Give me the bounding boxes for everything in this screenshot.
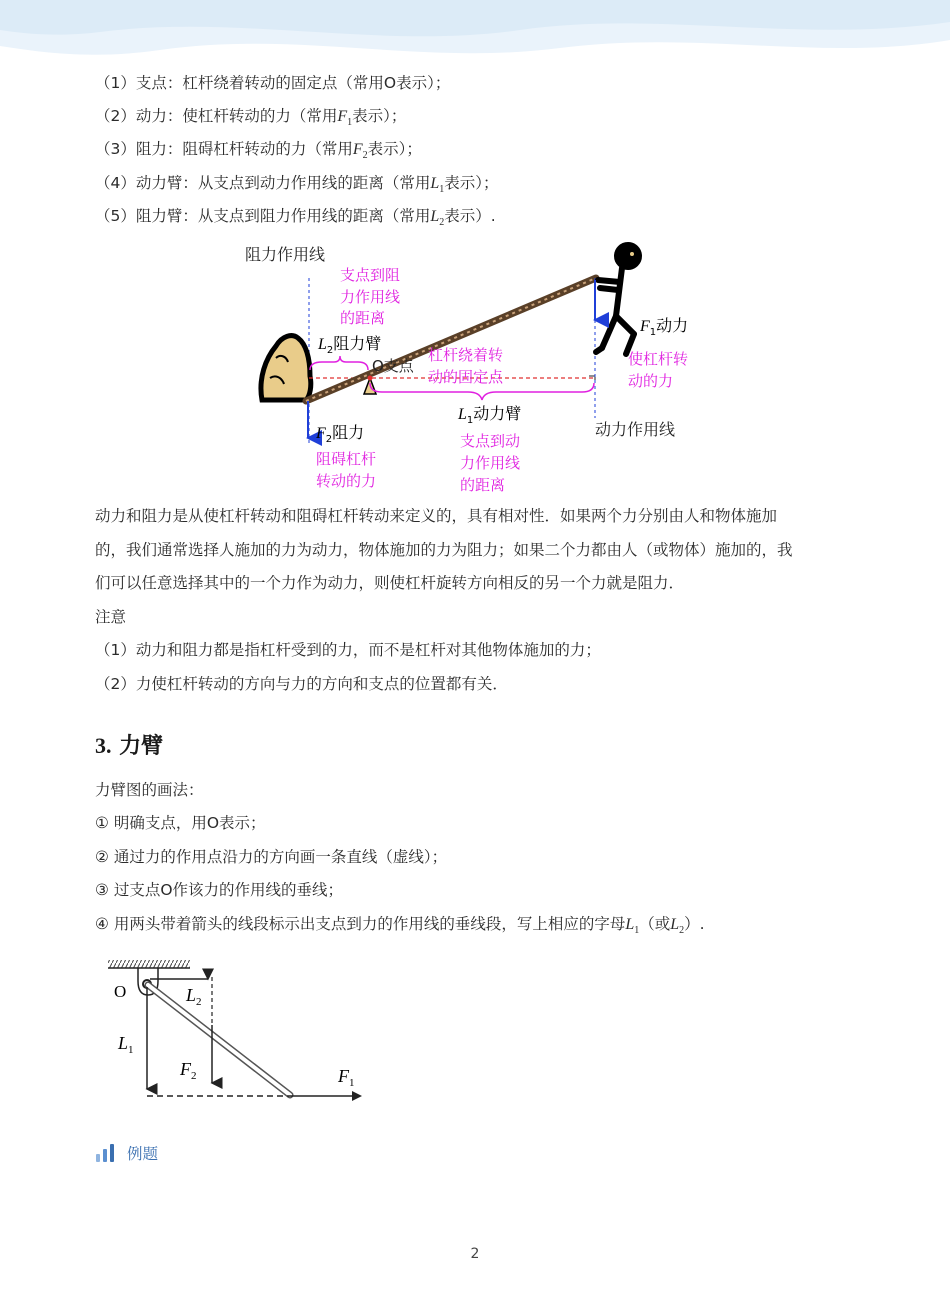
step-2: ② 通过力的作用点沿力的方向画一条直线（虚线）；	[95, 848, 448, 866]
note-title: 注意	[95, 608, 127, 626]
l1-label: $L_1$动力臂	[458, 404, 522, 426]
step-3: ③ 过支点O作该力的作用线的垂线；	[95, 881, 344, 899]
note-1: （1）动力和阻力都是指杠杆受到的力，而不是杠杆对其他物体施加的力；	[95, 641, 601, 659]
pivot-desc-line2: 动的固定点	[428, 368, 504, 386]
f1-desc-line2: 动的力	[628, 372, 674, 390]
section-heading: 3. 力臂	[95, 733, 164, 759]
l1-label: $L_1$	[118, 1033, 134, 1056]
pivot-to-effort-line2: 力作用线	[460, 454, 521, 472]
pivot-to-effort-line3: 的距离	[460, 476, 506, 494]
f2-label: $F_2$	[180, 1059, 197, 1082]
pivot-desc-line1: 杠杆绕着转	[428, 346, 504, 364]
force-arm-diagram	[100, 955, 370, 1110]
pivot-to-resistance-line1: 支点到阻	[340, 266, 401, 284]
rock-icon	[261, 336, 311, 400]
f1-label: $F_1$	[338, 1066, 355, 1089]
bar-chart-icon	[95, 1143, 117, 1163]
right-angle-mark	[589, 376, 595, 382]
definition-4: （4）动力臂：从支点到动力作用线的距离（常用$L_1$表示）；	[95, 174, 499, 196]
rod-fill	[148, 985, 290, 1095]
definition-2: （2）动力：使杠杆转动的力（常用$F_1$表示）；	[95, 107, 407, 129]
relativity-paragraph: 动力和阻力是从使杠杆转动和阻碍杠杆转动来定义的，具有相对性．如果两个力分别由人和物体施加 的，我们通常选择人施加的力为动力，物体施加的力为阻力；如果二个力都由人（或物体）施加的，我 们可以任意选择其中的一个力作为动力，则使杠杆旋转方向相反的另一个力就是阻力．	[95, 507, 793, 592]
f1-label: $F_1$动力	[640, 316, 689, 338]
person-eye	[630, 252, 634, 256]
resistance-line-label: 阻力作用线	[245, 245, 326, 264]
person-icon	[596, 245, 639, 354]
page-number: 2	[470, 1246, 480, 1262]
f2-desc-line2: 转动的力	[316, 472, 377, 490]
pivot-to-resistance-line2: 力作用线	[340, 288, 401, 306]
method-title: 力臂图的画法：	[95, 781, 204, 799]
pivot-to-resistance-line3: 的距离	[340, 309, 386, 327]
f1-desc-line1: 使杠杆转	[628, 350, 689, 368]
pivot-to-effort-line1: 支点到动	[460, 432, 521, 450]
f1-arrow-head	[352, 1091, 362, 1101]
f2-desc-line1: 阻碍杠杆	[316, 450, 377, 468]
example-label: 例题	[127, 1145, 159, 1163]
ceiling-hatch	[108, 960, 190, 968]
pivot-label: O支点	[372, 357, 414, 375]
lever-concept-diagram	[240, 238, 710, 498]
step-1: ① 明确支点，用O表示；	[95, 814, 266, 832]
definition-5: （5）阻力臂：从支点到阻力作用线的距离（常用$L_2$表示）.	[95, 207, 496, 229]
l2-label: $L_2$	[186, 985, 202, 1008]
header-wave-decoration	[0, 0, 950, 70]
note-2: （2）力使杠杆转动的方向与力的方向和支点的位置都有关．	[95, 675, 508, 693]
example-section-label	[95, 1142, 158, 1164]
definition-1: （1）支点：杠杆绕着转动的固定点（常用O表示）；	[95, 74, 451, 92]
step-4: ④ 用两头带着箭头的线段标示出支点到力的作用线的垂线段，写上相应的字母$L_1$（或$L_2$）.	[95, 915, 705, 937]
effort-line-label: 动力作用线	[595, 420, 676, 439]
definition-3: （3）阻力：阻碍杠杆转动的力（常用$F_2$表示）；	[95, 140, 422, 162]
l2-label: $L_2$阻力臂	[318, 334, 382, 356]
l2-brace	[310, 356, 368, 370]
f2-label: $F_2$阻力	[316, 423, 365, 445]
o-label: O	[114, 982, 127, 1001]
